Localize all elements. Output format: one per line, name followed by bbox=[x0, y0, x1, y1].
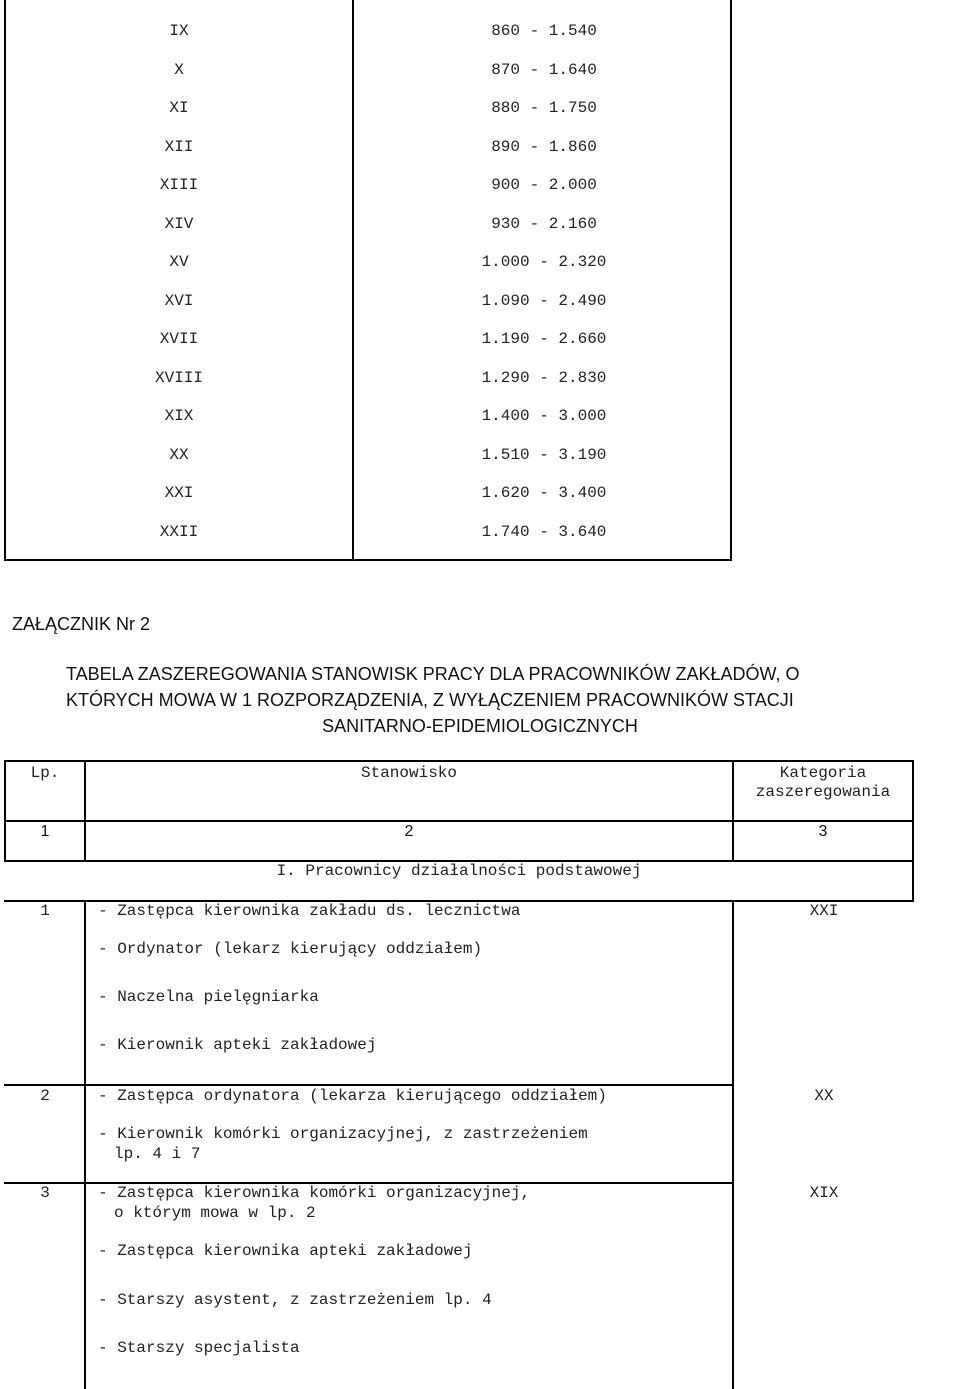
position-item: - Zastępca ordynatora (lekarza kierującego oddziałem) bbox=[98, 1087, 607, 1105]
annex-title: ZAŁĄCZNIK Nr 2 bbox=[12, 614, 151, 634]
salary-range: 1.290 - 2.830 bbox=[481, 368, 607, 387]
header-lp: Lp. bbox=[30, 764, 60, 782]
salary-row bbox=[6, 446, 730, 466]
salary-row bbox=[6, 369, 730, 389]
salary-row bbox=[6, 176, 730, 196]
salary-range: 860 - 1.540 bbox=[491, 22, 597, 40]
salary-range: 900 - 2.000 bbox=[491, 176, 597, 194]
position-item: - Naczelna pielęgniarka bbox=[98, 988, 319, 1006]
salary-row bbox=[6, 215, 730, 235]
salary-range: 870 - 1.640 bbox=[491, 60, 597, 79]
position-item: - Kierownik apteki zakładowej bbox=[98, 1036, 377, 1054]
column-number-2: 2 bbox=[404, 823, 414, 840]
salary-row bbox=[6, 523, 730, 543]
salary-row bbox=[6, 253, 730, 273]
table-heading-line-1: TABELA ZASZEREGOWANIA STANOWISK PRACY DLA PRACOWNIKÓW ZAKŁADÓW, O bbox=[66, 664, 800, 684]
salary-row bbox=[6, 292, 730, 312]
salary-category: XII bbox=[164, 137, 194, 156]
salary-row bbox=[6, 61, 730, 81]
salary-category: XXII bbox=[159, 522, 199, 541]
salary-table-divider bbox=[352, 0, 354, 559]
salary-category: XXI bbox=[164, 484, 194, 502]
position-item: - Starszy specjalista bbox=[98, 1339, 300, 1357]
salary-range: 1.510 - 3.190 bbox=[481, 445, 607, 464]
position-item: - Starszy asystent, z zastrzeżeniem lp. 4 bbox=[98, 1291, 492, 1309]
salary-category: XV bbox=[169, 253, 189, 271]
position-item: - Zastępca kierownika apteki zakładowej bbox=[98, 1242, 473, 1260]
header-category-2: zaszeregowania bbox=[755, 783, 891, 801]
table-border bbox=[4, 760, 914, 762]
salary-range: 890 - 1.860 bbox=[491, 137, 597, 156]
table-heading-line-3: SANITARNO-EPIDEMIOLOGICZNYCH bbox=[322, 716, 638, 736]
row-category: XXI bbox=[809, 902, 839, 920]
salary-range: 1.000 - 2.320 bbox=[481, 253, 607, 271]
salary-range: 1.740 - 3.640 bbox=[481, 522, 607, 541]
salary-category: XVIII bbox=[154, 368, 203, 387]
salary-range: 1.090 - 2.490 bbox=[481, 291, 607, 310]
row-lp: 3 bbox=[40, 1184, 50, 1202]
salary-category: XIV bbox=[164, 214, 194, 233]
salary-range-table bbox=[4, 0, 732, 561]
table-border bbox=[4, 820, 914, 822]
position-item: - Ordynator (lekarz kierujący oddziałem) bbox=[98, 940, 483, 958]
table-heading-line-2: KTÓRYCH MOWA W 1 ROZPORZĄDZENIA, Z WYŁĄCZENIEM PRACOWNIKÓW STACJI bbox=[66, 690, 794, 710]
salary-category: X bbox=[174, 60, 184, 79]
salary-row bbox=[6, 330, 730, 350]
salary-category: XIII bbox=[159, 176, 199, 194]
classification-table bbox=[4, 760, 914, 1389]
column-number-1: 1 bbox=[40, 823, 50, 840]
salary-row bbox=[6, 22, 730, 42]
salary-category: XIX bbox=[164, 407, 194, 425]
salary-range: 880 - 1.750 bbox=[491, 99, 597, 117]
table-border bbox=[912, 760, 914, 900]
position-item: - Kierownik komórki organizacyjnej, z zastrzeżeniem bbox=[98, 1125, 588, 1143]
salary-row bbox=[6, 484, 730, 504]
position-item: - Zastępca kierownika komórki organizacyjnej, bbox=[98, 1184, 531, 1202]
position-item: lp. 4 i 7 bbox=[114, 1145, 201, 1163]
salary-row bbox=[6, 407, 730, 427]
salary-range: 930 - 2.160 bbox=[491, 214, 597, 233]
section-title: I. Pracownicy działalności podstawowej bbox=[276, 862, 642, 880]
position-item: - Zastępca kierownika zakładu ds. lecznictwa bbox=[98, 902, 521, 920]
header-position: Stanowisko bbox=[360, 764, 457, 782]
salary-category: XVI bbox=[164, 291, 194, 310]
table-border bbox=[4, 1084, 732, 1086]
row-category: XIX bbox=[809, 1184, 839, 1202]
table-border bbox=[84, 900, 86, 1389]
row-category: XX bbox=[814, 1087, 834, 1105]
salary-range: 1.400 - 3.000 bbox=[481, 407, 607, 425]
salary-category: XX bbox=[169, 445, 189, 464]
salary-category: XVII bbox=[159, 330, 199, 348]
table-border bbox=[732, 900, 734, 1389]
salary-row bbox=[6, 99, 730, 119]
header-category-1: Kategoria bbox=[779, 764, 867, 782]
position-item: o którym mowa w lp. 2 bbox=[114, 1204, 316, 1222]
salary-range: 1.620 - 3.400 bbox=[481, 484, 607, 502]
salary-row bbox=[6, 138, 730, 158]
salary-category: XI bbox=[169, 99, 189, 117]
row-lp: 1 bbox=[40, 902, 50, 920]
column-number-3: 3 bbox=[818, 823, 828, 840]
row-lp: 2 bbox=[40, 1087, 50, 1105]
salary-range: 1.190 - 2.660 bbox=[481, 330, 607, 348]
salary-category: IX bbox=[169, 22, 189, 40]
